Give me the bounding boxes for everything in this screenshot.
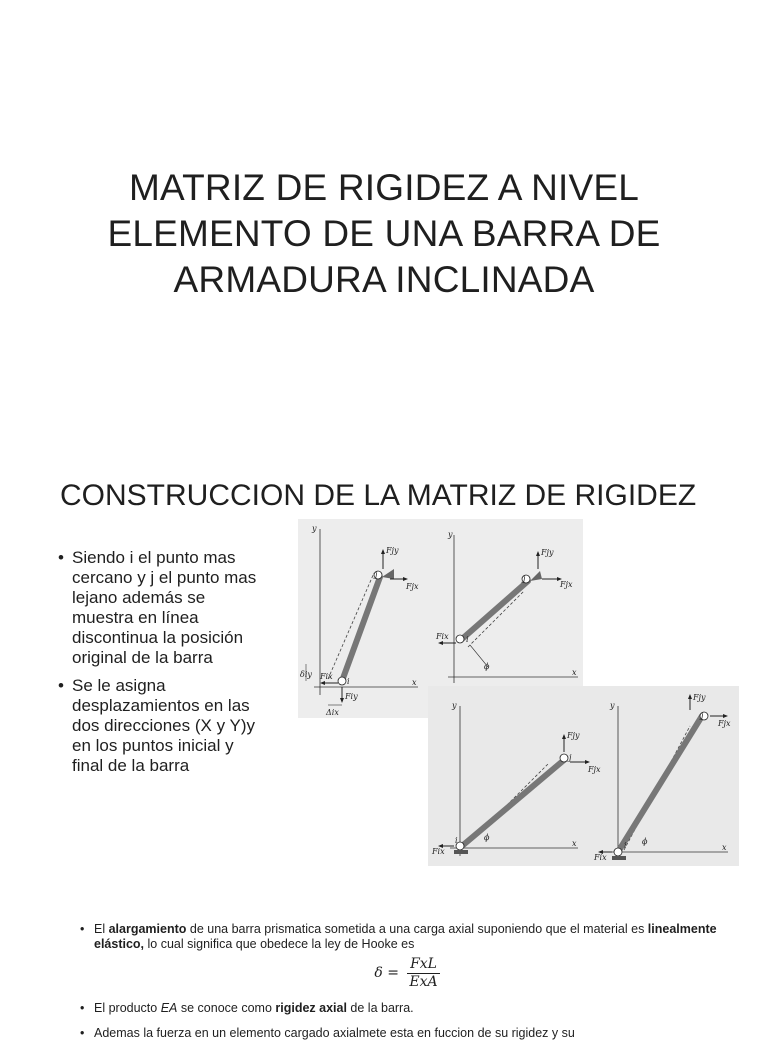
bold-term-linealmente-elastico: linealmente elástico, <box>94 922 717 951</box>
text-run: de una barra prismatica sometida a una carga axial suponiendo que el material es <box>186 922 648 936</box>
text-run: de la barra. <box>346 1001 414 1015</box>
bullet-item: • Se le asigna desplazamientos en las dos direcciones (X y Y)y en los puntos inicial y final de la barra <box>58 676 268 776</box>
formula-denominator: ExA <box>409 974 438 990</box>
axis-label-y: y <box>312 524 317 533</box>
force-label-fjy: Fjy <box>541 548 554 557</box>
force-label-fix: Fix <box>320 672 333 681</box>
hooke-formula <box>94 956 720 991</box>
force-label-fjx: Fjx <box>588 765 601 774</box>
force-label-fix: Fix <box>436 632 449 641</box>
truss-bar-figure-forces <box>428 686 739 866</box>
axis-label-x: x <box>722 843 727 852</box>
angle-label-phi: ϕ <box>484 833 490 842</box>
disp-label-diy: δiy <box>300 670 312 679</box>
angle-label-phi: ϕ <box>642 837 648 846</box>
left-force-diagram <box>431 701 601 856</box>
title-line-1: MATRIZ DE RIGIDEZ A NIVEL <box>128 166 640 208</box>
axis-label-y: y <box>448 530 453 539</box>
force-label-fjy: Fjy <box>386 546 399 555</box>
slide-title <box>0 0 768 440</box>
axis-label-x: x <box>572 839 577 848</box>
title-line-3: ARMADURA INCLINADA <box>173 258 595 300</box>
node-label-j: j <box>701 711 704 720</box>
slide-construction <box>0 440 768 892</box>
slide-axial-stiffness <box>0 892 768 1040</box>
force-label-fjx: Fjx <box>560 580 573 589</box>
text-run: El producto <box>94 1001 161 1015</box>
node-label-j: j <box>569 753 572 762</box>
formula-numerator: FxL <box>407 956 439 974</box>
text-run: El <box>94 922 109 936</box>
axis-label-y: y <box>452 701 457 710</box>
formula-fraction <box>407 956 439 991</box>
axis-label-x: x <box>412 678 417 687</box>
angle-label-phi: ϕ <box>484 662 490 671</box>
force-label-fiy: Fiy <box>345 692 358 701</box>
bullet-item-elongation <box>80 922 720 991</box>
node-label-i: i <box>624 841 627 850</box>
section-title: CONSTRUCCION DE LA MATRIZ DE RIGIDEZ <box>60 479 697 512</box>
italic-term-ea: EA <box>160 1001 178 1015</box>
slide-title-heading <box>60 165 708 303</box>
axis-label-y: y <box>610 701 615 710</box>
bold-term-rigidez-axial: rigidez axial <box>275 1001 347 1015</box>
force-label-fjy: Fjy <box>693 693 706 702</box>
bullet-list <box>58 548 268 784</box>
force-label-fix: Fix <box>432 847 445 856</box>
right-force-diagram <box>593 693 731 862</box>
disp-label-dix: Δix <box>326 708 339 717</box>
bullet-list <box>80 922 720 1051</box>
force-label-fjy: Fjy <box>567 731 580 740</box>
node-label-i: i <box>455 836 458 845</box>
bullet-item: • Siendo i el punto mas cercano y j el punto mas lejano además se muestra en línea discontinua la posición original de la barra <box>58 548 268 668</box>
bullet-item-axial-stiffness <box>80 1001 720 1016</box>
formula-lhs: δ = <box>374 965 399 981</box>
bullet-item-force: • Ademas la fuerza en un elemento cargado axialmete esta en fuccion de su rigidez y su <box>80 1026 720 1041</box>
node-label-j: j <box>375 570 378 579</box>
force-label-fjx: Fjx <box>718 719 731 728</box>
node-label-i: i <box>347 677 350 686</box>
title-line-2: ELEMENTO DE UNA BARRA DE <box>107 212 661 254</box>
force-label-fix: Fix <box>594 853 607 862</box>
node-label-i: i <box>466 635 469 644</box>
text-run: se conoce como <box>177 1001 276 1015</box>
right-diagram <box>435 530 578 683</box>
left-diagram <box>300 524 419 717</box>
bold-term-alargamiento: alargamiento <box>108 922 187 936</box>
axis-label-x: x <box>572 668 577 677</box>
node-label-j: j <box>523 574 526 583</box>
force-label-fjx: Fjx <box>406 582 419 591</box>
text-run: lo cual significa que obedece la ley de Hooke es <box>144 937 415 951</box>
